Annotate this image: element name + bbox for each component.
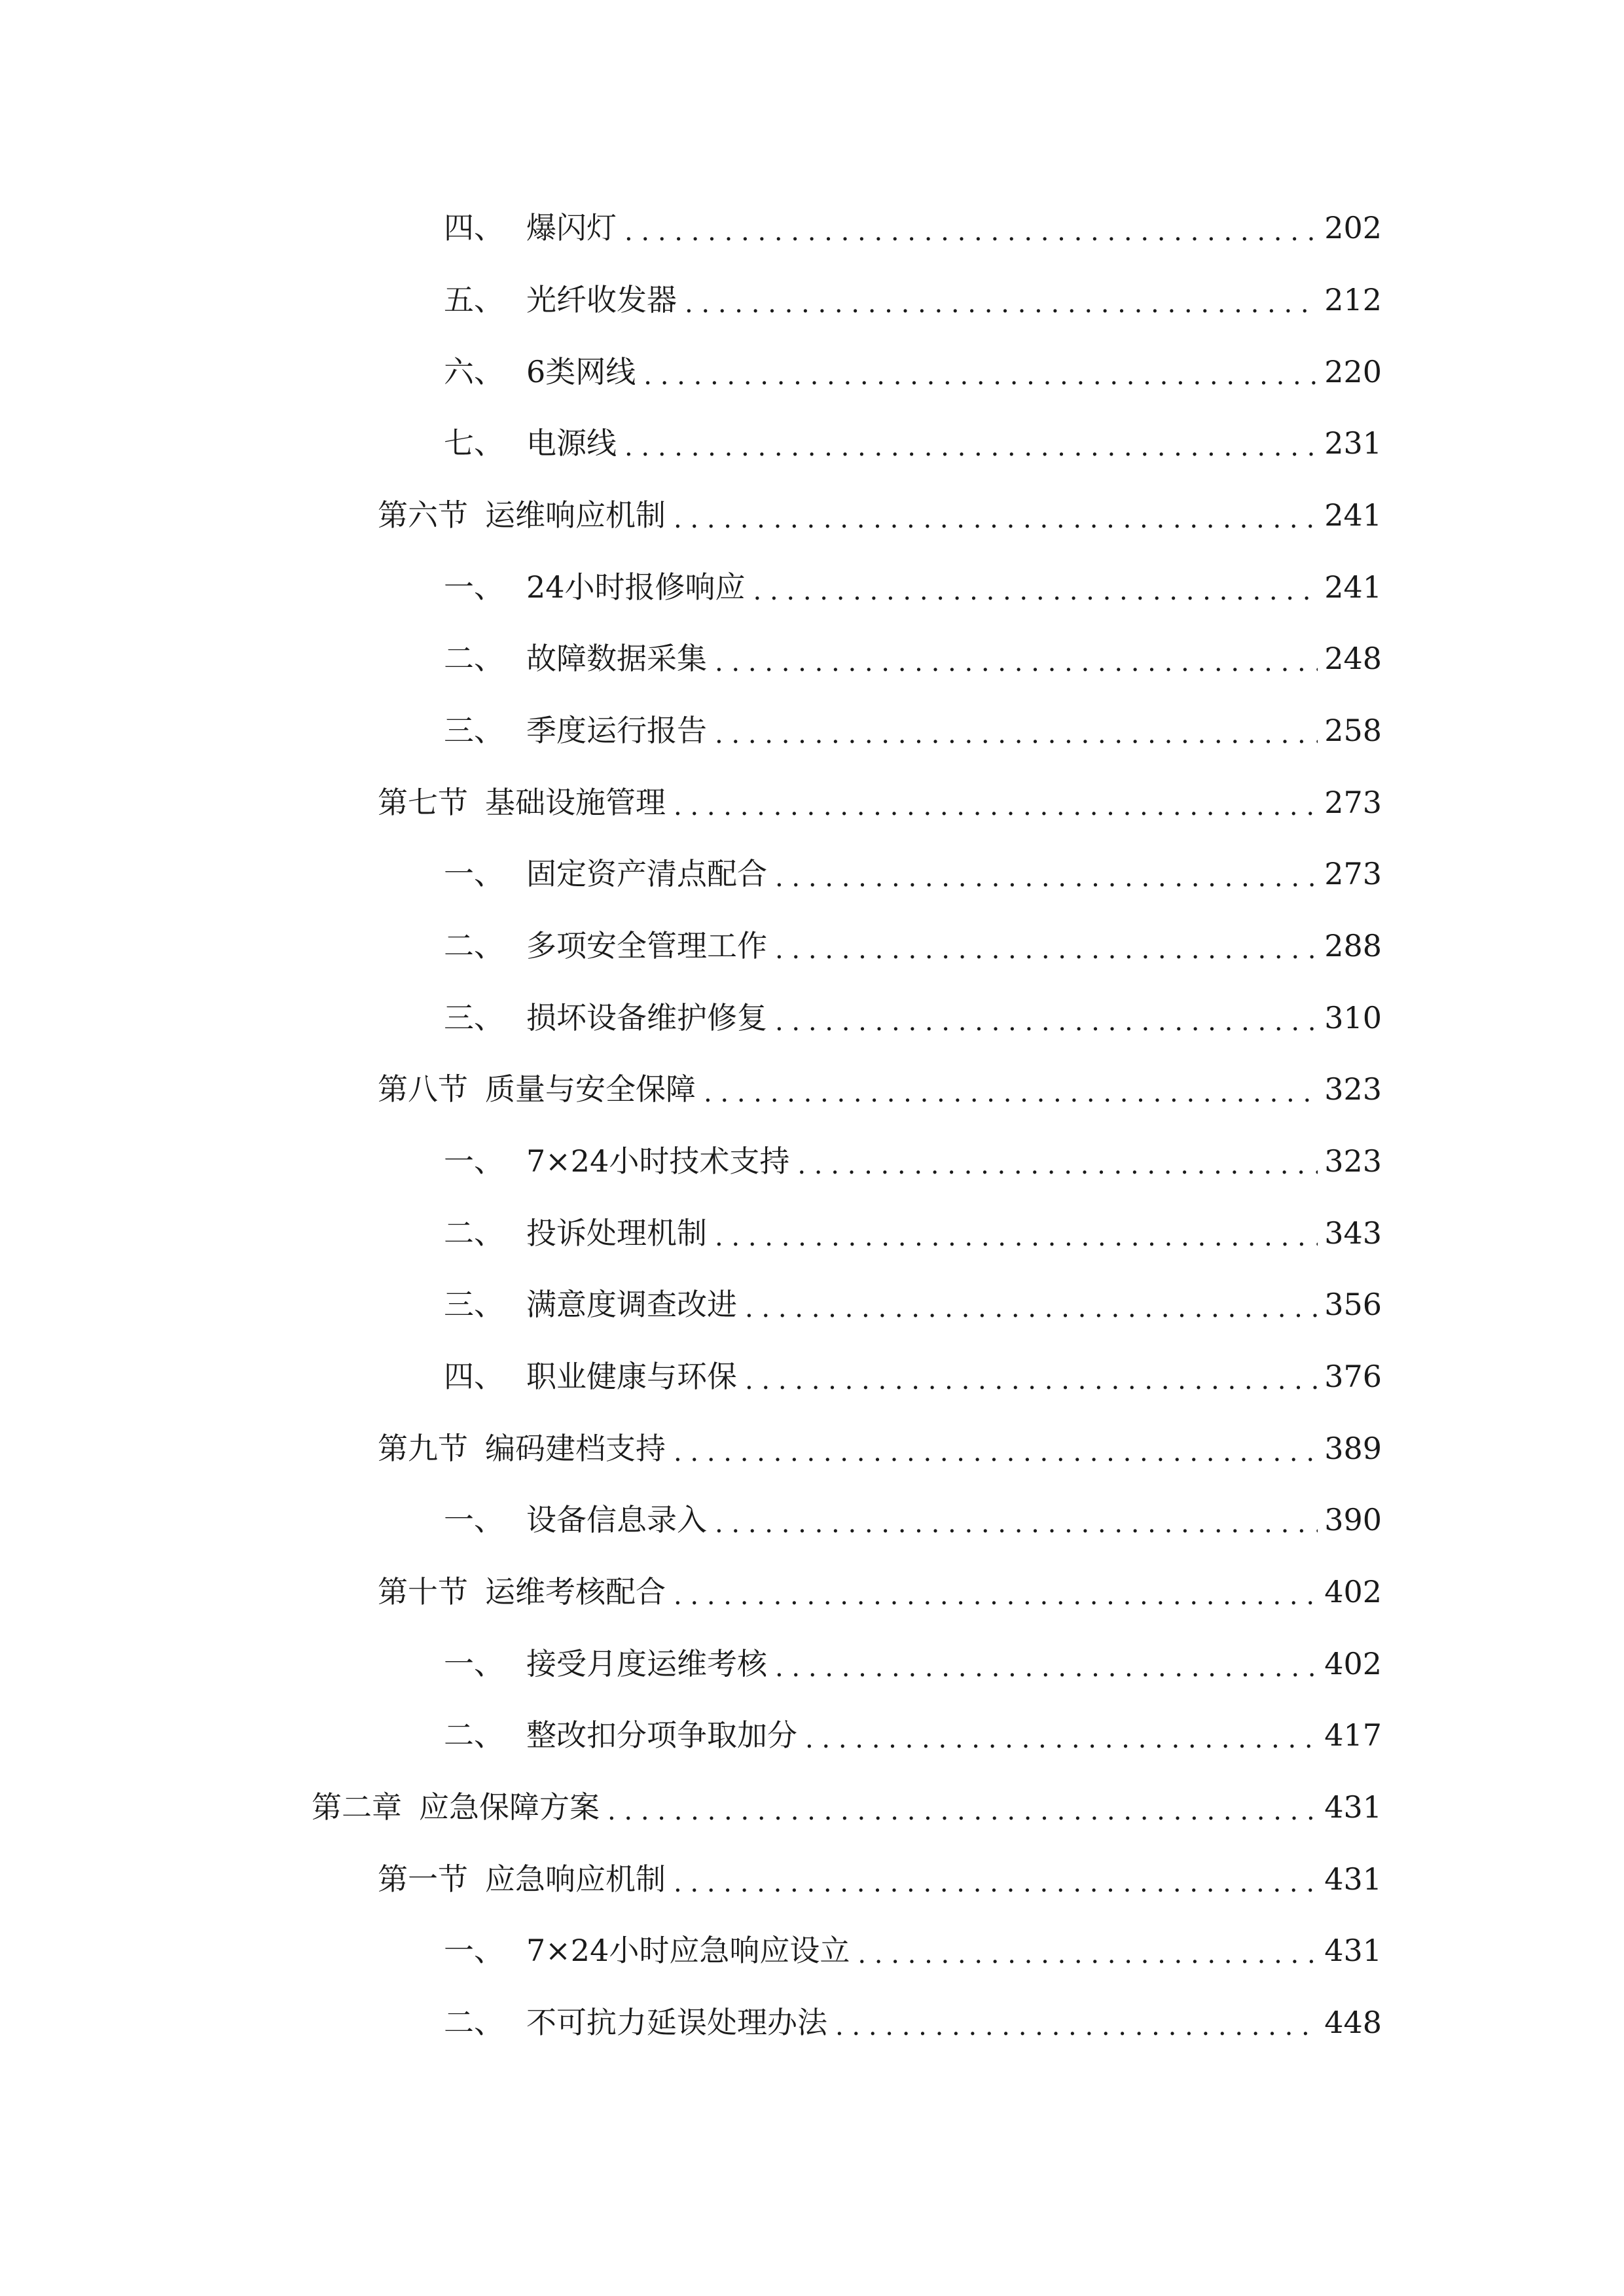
toc-entry-page: 231 — [1324, 425, 1382, 461]
toc-entry-number: 三、 — [444, 1287, 504, 1322]
toc-entry-number: 五、 — [444, 282, 504, 317]
toc-entry-title: 不可抗力延误处理办法 — [526, 2005, 827, 2040]
toc-entry[interactable] — [444, 1638, 1382, 1690]
toc-dot-leader — [674, 493, 1318, 545]
toc-entry[interactable] — [444, 848, 1382, 900]
toc-dot-leader — [797, 1139, 1318, 1191]
toc-entry-title: 接受月度运维考核 — [526, 1646, 767, 1681]
toc-entry[interactable] — [312, 1781, 1382, 1833]
toc-entry[interactable] — [378, 1853, 1382, 1905]
toc-entry-number: 二、 — [444, 2005, 504, 2040]
toc-entry-number: 一、 — [444, 569, 504, 605]
toc-entry[interactable] — [444, 346, 1382, 398]
toc-dot-leader — [704, 1067, 1318, 1119]
toc-entry-title: 损坏设备维护修复 — [526, 1000, 767, 1035]
toc-entry-title: 投诉处理机制 — [526, 1215, 707, 1251]
toc-dot-leader — [607, 1785, 1318, 1837]
toc-entry[interactable] — [444, 1709, 1382, 1761]
toc-entry-title: 整改扣分项争取加分 — [526, 1717, 797, 1753]
toc-entry-title: 运维考核配合 — [485, 1574, 666, 1609]
toc-entry-number: 三、 — [444, 1000, 504, 1035]
toc-entry[interactable] — [444, 1996, 1382, 2049]
toc-dot-leader — [775, 1641, 1318, 1694]
toc-entry[interactable] — [378, 489, 1382, 541]
toc-entry-page: 402 — [1324, 1574, 1382, 1609]
toc-entry-number: 四、 — [444, 1359, 504, 1394]
toc-dot-leader — [624, 421, 1318, 473]
toc-entry-title: 6类网线 — [526, 354, 636, 389]
toc-entry[interactable] — [444, 417, 1382, 469]
toc-entry-title: 应急响应机制 — [485, 1861, 666, 1897]
toc-dot-leader — [775, 852, 1318, 904]
toc-entry[interactable] — [378, 1566, 1382, 1618]
toc-entry-number: 七、 — [444, 425, 504, 461]
toc-entry-number: 六、 — [444, 354, 504, 389]
toc-entry-title: 固定资产清点配合 — [526, 856, 767, 891]
toc-entry[interactable] — [444, 274, 1382, 326]
toc-entry-page: 310 — [1324, 1000, 1382, 1035]
toc-entry-number: 二、 — [444, 1717, 504, 1753]
toc-entry-title: 基础设施管理 — [485, 785, 666, 820]
toc-entry-number: 二、 — [444, 928, 504, 963]
toc-entry[interactable] — [444, 1494, 1382, 1546]
toc-dot-leader — [835, 2000, 1318, 2053]
toc-entry-number: 一、 — [444, 1933, 504, 1968]
toc-entry-title: 编码建档支持 — [485, 1431, 666, 1466]
toc-entry[interactable] — [444, 632, 1382, 685]
toc-entry-title: 7×24小时应急响应设立 — [526, 1933, 850, 1968]
toc-dot-leader — [715, 1498, 1318, 1550]
toc-entry-page: 248 — [1324, 641, 1382, 676]
toc-dot-leader — [745, 1282, 1318, 1335]
toc-dot-leader — [745, 1354, 1318, 1407]
toc-entry-page: 241 — [1324, 497, 1382, 533]
toc-entry-number: 第七节 — [378, 785, 468, 820]
toc-entry-title: 职业健康与环保 — [526, 1359, 737, 1394]
toc-entry[interactable] — [444, 1924, 1382, 1977]
toc-entry-page: 390 — [1324, 1502, 1382, 1537]
toc-dot-leader — [715, 1211, 1318, 1263]
toc-entry-number: 一、 — [444, 1143, 504, 1179]
toc-entry-title: 故障数据采集 — [526, 641, 707, 676]
toc-entry-title: 质量与安全保障 — [485, 1071, 696, 1107]
toc-entry-page: 448 — [1324, 2005, 1382, 2040]
toc-entry-page: 323 — [1324, 1071, 1382, 1107]
toc-entry-number: 第十节 — [378, 1574, 468, 1609]
toc-entry-title: 设备信息录入 — [526, 1502, 707, 1537]
toc-entry-title: 应急保障方案 — [419, 1789, 600, 1825]
toc-entry-number: 一、 — [444, 1502, 504, 1537]
toc-dot-leader — [775, 924, 1318, 976]
toc-entry[interactable] — [378, 1422, 1382, 1475]
toc-entry[interactable] — [444, 1135, 1382, 1187]
toc-entry-title: 满意度调查改进 — [526, 1287, 737, 1322]
toc-entry-number: 第六节 — [378, 497, 468, 533]
toc-entry-number: 第九节 — [378, 1431, 468, 1466]
toc-entry-page: 220 — [1324, 354, 1382, 389]
toc-entry-page: 273 — [1324, 856, 1382, 891]
toc-entry-title: 24小时报修响应 — [526, 569, 746, 605]
toc-dot-leader — [643, 350, 1318, 402]
toc-entry-number: 一、 — [444, 856, 504, 891]
toc-entry-page: 241 — [1324, 569, 1382, 605]
toc-entry[interactable] — [444, 202, 1382, 254]
toc-entry-title: 7×24小时技术支持 — [526, 1143, 790, 1179]
toc-dot-leader — [715, 636, 1318, 689]
toc-entry[interactable] — [444, 920, 1382, 972]
toc-dot-leader — [674, 1570, 1318, 1622]
toc-entry-page: 402 — [1324, 1646, 1382, 1681]
toc-entry-page: 202 — [1324, 210, 1382, 245]
toc-entry[interactable] — [444, 1207, 1382, 1259]
toc-entry-number: 第二章 — [312, 1789, 402, 1825]
toc-entry-page: 417 — [1324, 1717, 1382, 1753]
toc-entry-number: 二、 — [444, 1215, 504, 1251]
toc-entry-title: 运维响应机制 — [485, 497, 666, 533]
toc-entry[interactable] — [444, 1278, 1382, 1331]
toc-entry-title: 季度运行报告 — [526, 713, 707, 748]
toc-entry-number: 一、 — [444, 1646, 504, 1681]
toc-entry-title: 电源线 — [526, 425, 617, 461]
toc-entry-page: 376 — [1324, 1359, 1382, 1394]
toc-entry-page: 431 — [1324, 1933, 1382, 1968]
toc-entry-number: 第一节 — [378, 1861, 468, 1897]
toc-entry-page: 343 — [1324, 1215, 1382, 1251]
toc-entry-number: 二、 — [444, 641, 504, 676]
toc-dot-leader — [775, 996, 1318, 1048]
toc-entry-page: 273 — [1324, 785, 1382, 820]
toc-entry-page: 431 — [1324, 1789, 1382, 1825]
toc-dot-leader — [857, 1928, 1318, 1981]
toc-entry[interactable] — [444, 992, 1382, 1044]
toc-dot-leader — [753, 565, 1318, 617]
toc-entry[interactable] — [444, 561, 1382, 613]
toc-entry-title: 爆闪灯 — [526, 210, 617, 245]
toc-entry[interactable] — [444, 704, 1382, 757]
toc-entry-number: 三、 — [444, 713, 504, 748]
toc-dot-leader — [624, 206, 1318, 258]
toc-dot-leader — [715, 708, 1318, 761]
toc-dot-leader — [685, 278, 1318, 330]
toc-dot-leader — [805, 1713, 1318, 1765]
toc-entry-page: 356 — [1324, 1287, 1382, 1322]
toc-entry-title: 光纤收发器 — [526, 282, 677, 317]
toc-entry[interactable] — [378, 1063, 1382, 1115]
toc-entry-number: 第八节 — [378, 1071, 468, 1107]
toc-entry[interactable] — [444, 1350, 1382, 1403]
toc-dot-leader — [674, 780, 1318, 833]
toc-entry-title: 多项安全管理工作 — [526, 928, 767, 963]
toc-dot-leader — [674, 1426, 1318, 1479]
toc-entry-page: 431 — [1324, 1861, 1382, 1897]
toc-dot-leader — [674, 1857, 1318, 1909]
toc-entry[interactable] — [378, 776, 1382, 829]
toc-entry-page: 258 — [1324, 713, 1382, 748]
toc-entry-page: 288 — [1324, 928, 1382, 963]
toc-entry-page: 323 — [1324, 1143, 1382, 1179]
toc-entry-number: 四、 — [444, 210, 504, 245]
toc-entry-page: 212 — [1324, 282, 1382, 317]
toc-entry-page: 389 — [1324, 1431, 1382, 1466]
